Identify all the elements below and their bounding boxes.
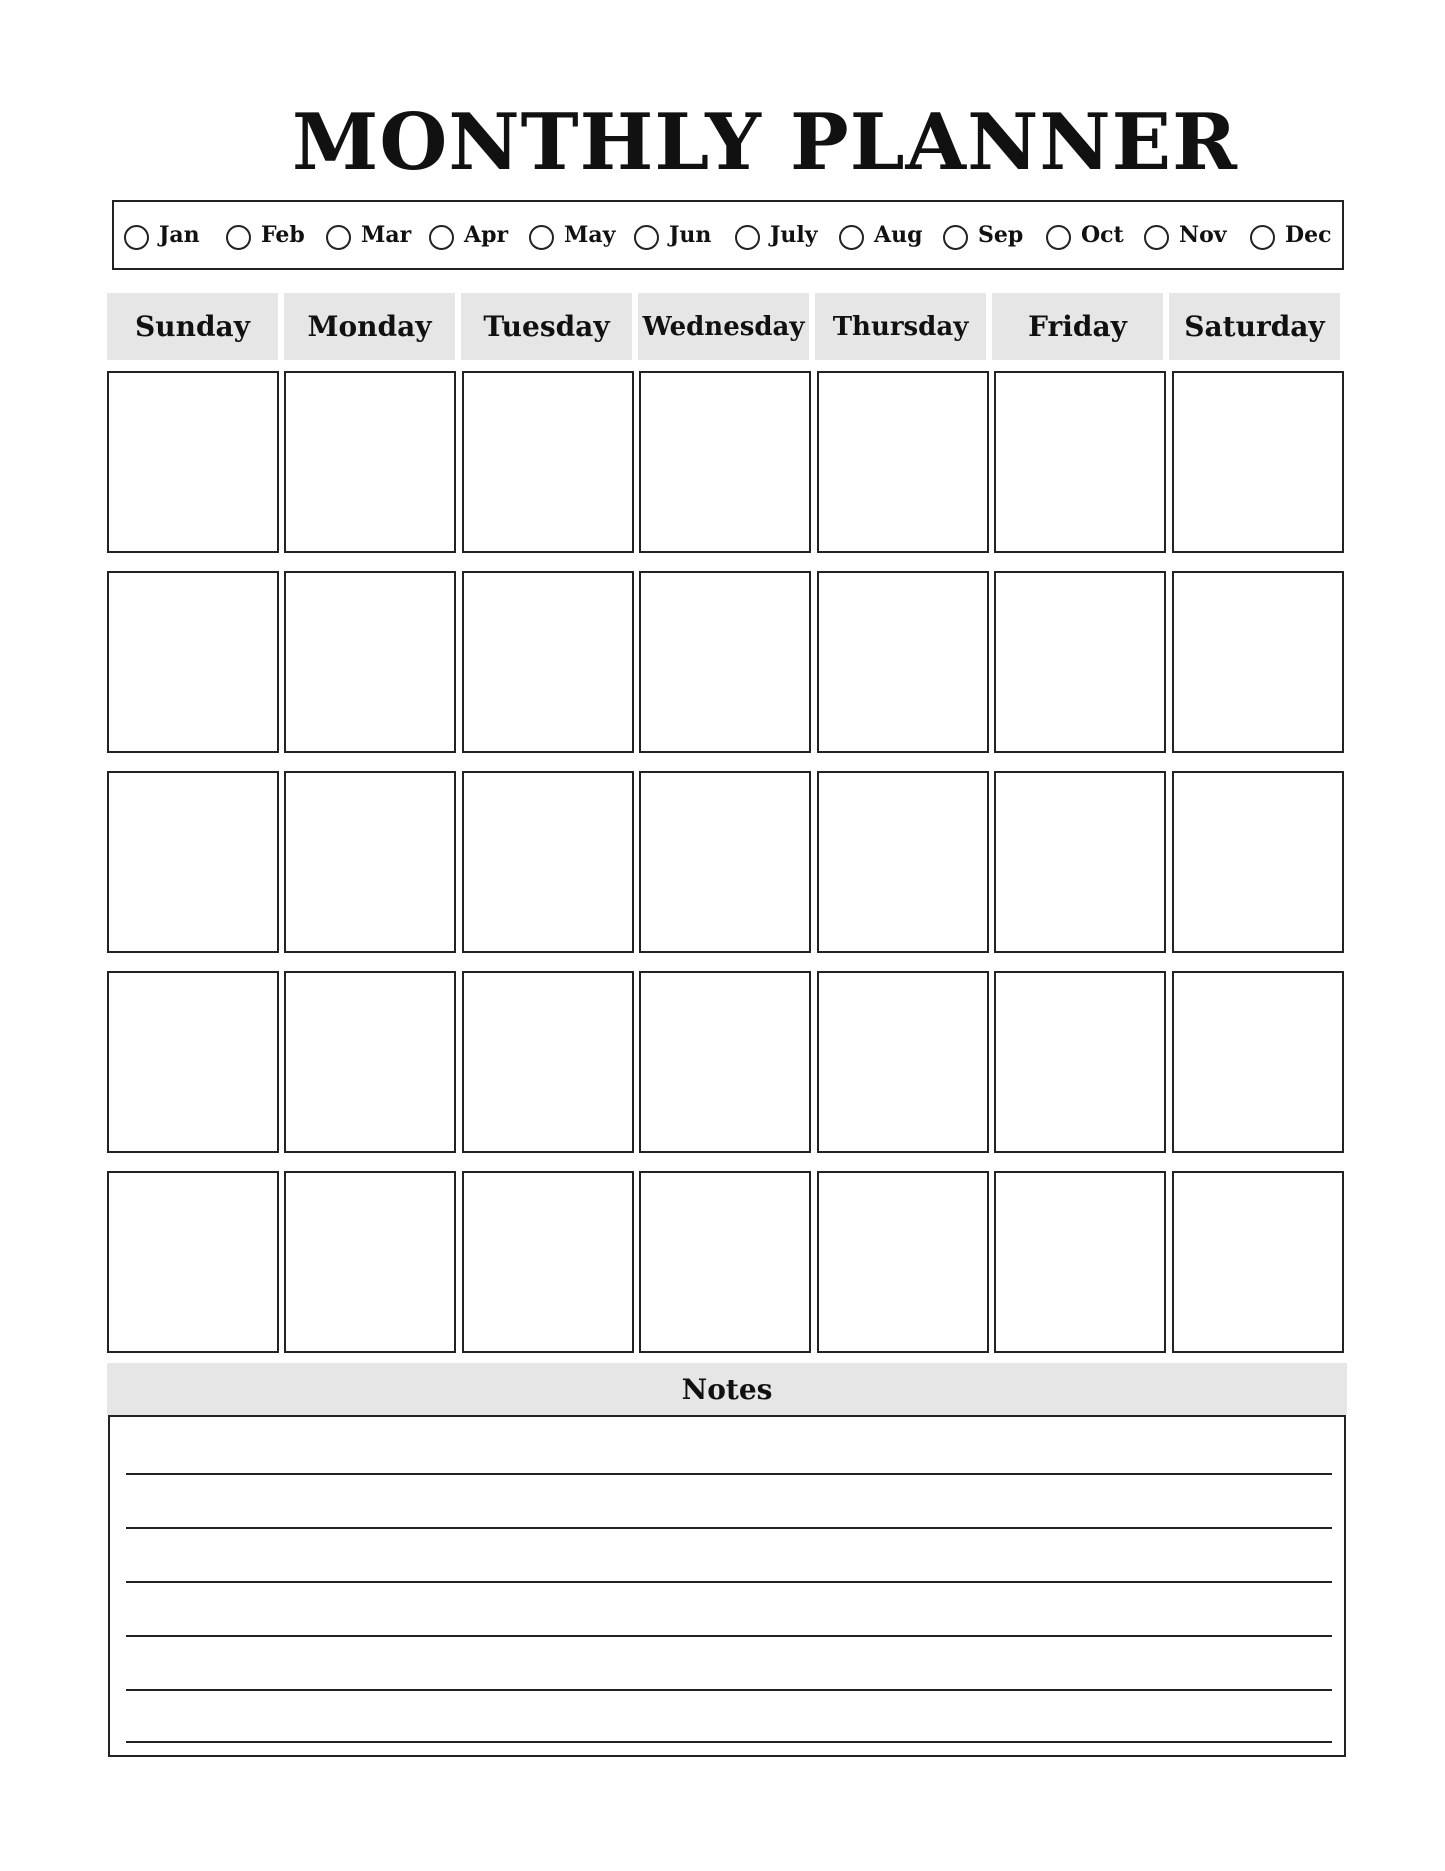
day-cell[interactable] — [639, 1171, 811, 1353]
day-cell[interactable] — [639, 771, 811, 953]
weekday-tuesday: Tuesday — [461, 293, 632, 360]
day-cell[interactable] — [1172, 971, 1344, 1153]
month-option-apr[interactable] — [429, 219, 508, 250]
day-cell[interactable] — [462, 771, 634, 953]
note-line[interactable] — [126, 1689, 1332, 1691]
day-cell[interactable] — [1172, 571, 1344, 753]
day-cell[interactable] — [107, 771, 279, 953]
radio-circle-icon[interactable] — [226, 225, 251, 250]
day-cell[interactable] — [817, 1171, 989, 1353]
month-label: July — [770, 221, 818, 248]
day-cell[interactable] — [994, 771, 1166, 953]
month-label: Apr — [464, 221, 509, 248]
day-cell[interactable] — [462, 971, 634, 1153]
radio-circle-icon[interactable] — [1144, 225, 1169, 250]
month-label: Oct — [1081, 221, 1124, 248]
month-selector — [112, 200, 1344, 270]
weekday-header-row — [107, 293, 1347, 360]
note-line[interactable] — [126, 1581, 1332, 1583]
day-cell[interactable] — [994, 371, 1166, 553]
day-cell[interactable] — [107, 1171, 279, 1353]
radio-circle-icon[interactable] — [634, 225, 659, 250]
note-line[interactable] — [126, 1741, 1332, 1743]
day-cell[interactable] — [817, 371, 989, 553]
radio-circle-icon[interactable] — [1046, 225, 1071, 250]
month-label: Aug — [874, 221, 923, 248]
month-option-sep[interactable] — [943, 219, 1023, 250]
weekday-thursday: Thursday — [815, 293, 986, 360]
month-label: Feb — [261, 221, 305, 248]
month-label: May — [564, 221, 616, 248]
day-cell[interactable] — [107, 971, 279, 1153]
day-cell[interactable] — [462, 571, 634, 753]
day-cell[interactable] — [284, 971, 456, 1153]
day-cell[interactable] — [639, 371, 811, 553]
day-cell[interactable] — [284, 771, 456, 953]
day-cell[interactable] — [462, 1171, 634, 1353]
day-cell[interactable] — [1172, 1171, 1344, 1353]
day-cell[interactable] — [284, 1171, 456, 1353]
notes-area — [108, 1415, 1346, 1757]
month-label: Nov — [1179, 221, 1227, 248]
day-cell[interactable] — [107, 571, 279, 753]
radio-circle-icon[interactable] — [326, 225, 351, 250]
radio-circle-icon[interactable] — [529, 225, 554, 250]
page-title: MONTHLY PLANNER — [292, 97, 1238, 188]
weekday-wednesday: Wednesday — [638, 293, 809, 360]
month-option-jan[interactable] — [124, 219, 200, 250]
day-cell[interactable] — [639, 571, 811, 753]
note-line[interactable] — [126, 1635, 1332, 1637]
day-cell[interactable] — [817, 771, 989, 953]
day-cell[interactable] — [817, 571, 989, 753]
day-cell[interactable] — [817, 971, 989, 1153]
radio-circle-icon[interactable] — [943, 225, 968, 250]
month-label: Mar — [361, 221, 412, 248]
weekday-saturday: Saturday — [1169, 293, 1340, 360]
radio-circle-icon[interactable] — [735, 225, 760, 250]
month-option-jun[interactable] — [634, 219, 711, 250]
day-cell[interactable] — [994, 971, 1166, 1153]
weekday-friday: Friday — [992, 293, 1163, 360]
month-option-aug[interactable] — [839, 219, 922, 250]
weekday-sunday: Sunday — [107, 293, 278, 360]
note-line[interactable] — [126, 1473, 1332, 1475]
calendar-grid — [107, 371, 1347, 1351]
month-option-oct[interactable] — [1046, 219, 1124, 250]
month-label: Jan — [159, 221, 200, 248]
weekday-monday: Monday — [284, 293, 455, 360]
radio-circle-icon[interactable] — [839, 225, 864, 250]
note-line[interactable] — [126, 1527, 1332, 1529]
radio-circle-icon[interactable] — [124, 225, 149, 250]
day-cell[interactable] — [994, 571, 1166, 753]
month-option-mar[interactable] — [326, 219, 411, 250]
day-cell[interactable] — [1172, 371, 1344, 553]
month-option-dec[interactable] — [1250, 219, 1331, 250]
notes-header: Notes — [107, 1363, 1347, 1415]
day-cell[interactable] — [639, 971, 811, 1153]
radio-circle-icon[interactable] — [1250, 225, 1275, 250]
month-option-july[interactable] — [735, 219, 818, 250]
day-cell[interactable] — [284, 371, 456, 553]
day-cell[interactable] — [1172, 771, 1344, 953]
month-label: Jun — [669, 221, 712, 248]
month-option-nov[interactable] — [1144, 219, 1227, 250]
day-cell[interactable] — [107, 371, 279, 553]
month-option-may[interactable] — [529, 219, 615, 250]
month-label: Sep — [978, 221, 1024, 248]
radio-circle-icon[interactable] — [429, 225, 454, 250]
month-label: Dec — [1285, 221, 1332, 248]
month-option-feb[interactable] — [226, 219, 305, 250]
day-cell[interactable] — [994, 1171, 1166, 1353]
day-cell[interactable] — [284, 571, 456, 753]
day-cell[interactable] — [462, 371, 634, 553]
